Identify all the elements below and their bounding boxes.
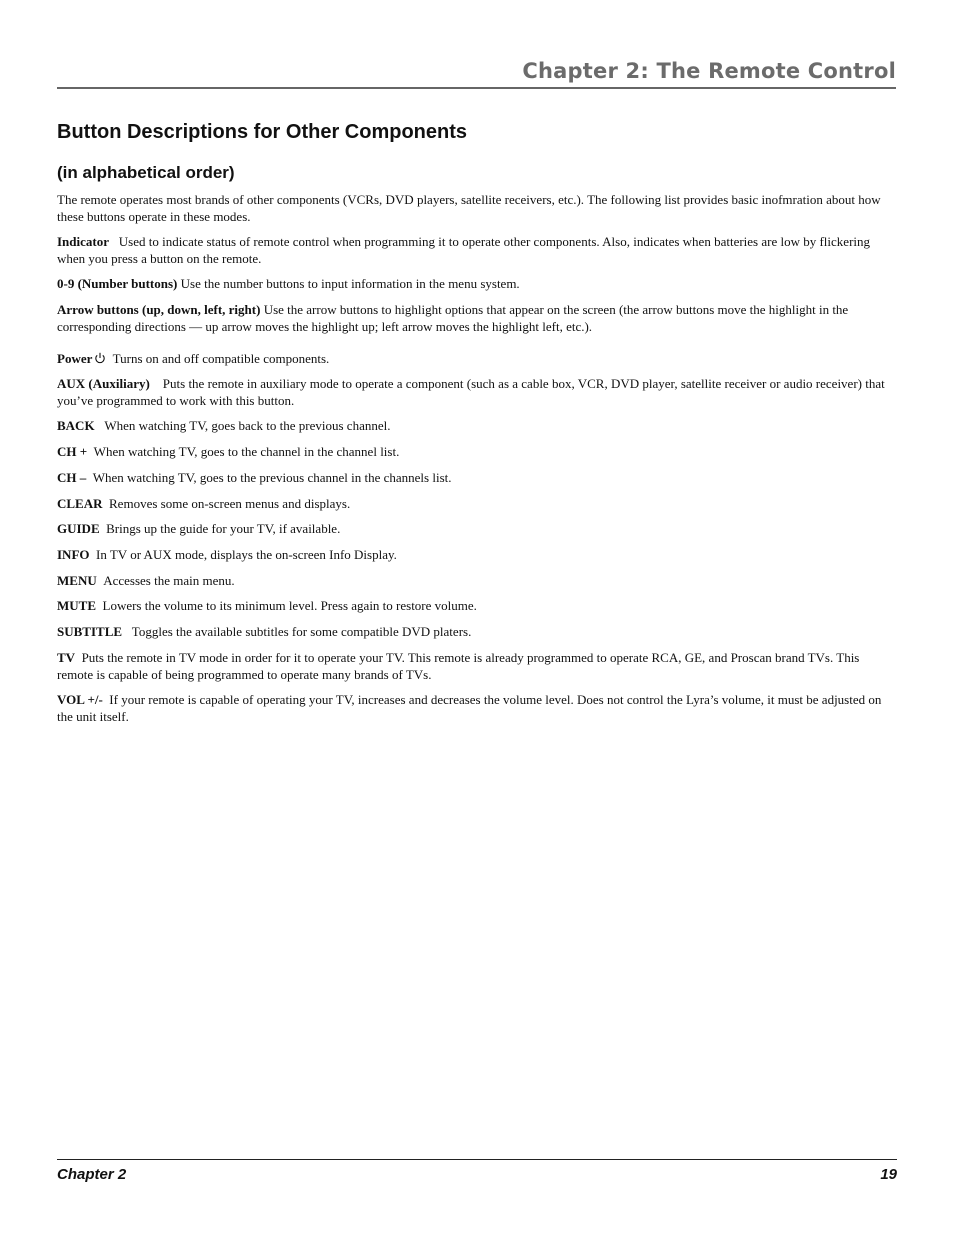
- entry-tv: [57, 649, 897, 683]
- entry-arrow-buttons: [57, 301, 897, 335]
- entry-desc: Used to indicate status of remote control when programming it to operate other components. Also, indicates when batteries are low by flickering when you press a button on the remote.: [57, 234, 871, 266]
- footer-divider: [57, 1159, 897, 1160]
- chapter-header: Chapter 2: The Remote Control: [522, 59, 896, 83]
- entry-menu: [57, 572, 897, 589]
- entry-term: MENU: [57, 573, 97, 588]
- entry-term: CLEAR: [57, 496, 103, 511]
- entry-desc: When watching TV, goes to the channel in the channel list.: [93, 444, 400, 459]
- entry-term: Indicator: [57, 234, 109, 249]
- entry-term: Arrow buttons (up, down, left, right): [57, 302, 261, 317]
- entry-term: Power: [57, 351, 93, 366]
- entry-ch-up: [57, 443, 897, 460]
- entry-ch-down: [57, 469, 897, 486]
- entry-info: [57, 546, 897, 563]
- entry-desc: Use the number buttons to input information in the menu system.: [180, 276, 520, 291]
- footer-chapter-label: Chapter 2: [57, 1166, 127, 1183]
- entry-desc: When watching TV, goes back to the previous channel.: [104, 418, 391, 433]
- entry-power: [57, 350, 897, 367]
- entry-desc: Accesses the main menu.: [103, 573, 235, 588]
- header-divider: [57, 87, 896, 89]
- entry-mute: [57, 597, 897, 614]
- entry-desc: Puts the remote in auxiliary mode to operate a component (such as a cable box, VCR, DVD player, satellite receiver or audio receiver) that you’ve programmed to work with this button.: [57, 376, 885, 408]
- entry-desc: Toggles the available subtitles for some compatible DVD platers.: [131, 624, 472, 639]
- entry-term: SUBTITLE: [57, 624, 123, 639]
- entry-term: VOL +/-: [57, 692, 103, 707]
- entry-desc: Turns on and off compatible components.: [112, 351, 330, 366]
- intro-paragraph: The remote operates most brands of other components (VCRs, DVD players, satellite receivers, etc.). The following list provides basic inofmration about how these buttons operate in these modes.: [57, 192, 881, 224]
- entry-vol: [57, 691, 897, 725]
- entry-aux: [57, 375, 897, 409]
- entry-desc: When watching TV, goes to the previous channel in the channels list.: [92, 470, 452, 485]
- entry-indicator: [57, 233, 897, 267]
- page-number: 19: [880, 1166, 897, 1183]
- section-title: Button Descriptions for Other Components: [57, 121, 467, 143]
- entry-term: CH –: [57, 470, 87, 485]
- entry-term: TV: [57, 650, 76, 665]
- entry-desc: Removes some on-screen menus and displays.: [109, 496, 351, 511]
- entry-term: MUTE: [57, 598, 96, 613]
- entry-back: [57, 417, 897, 434]
- power-icon: [94, 352, 106, 364]
- section-subtitle: (in alphabetical order): [57, 163, 235, 182]
- entry-desc: Lowers the volume to its minimum level. Press again to restore volume.: [102, 598, 477, 613]
- entry-subtitle: [57, 623, 897, 640]
- entry-desc: Brings up the guide for your TV, if available.: [106, 521, 341, 536]
- entry-term: GUIDE: [57, 521, 100, 536]
- entry-desc: If your remote is capable of operating your TV, increases and decreases the volume level. Does not control the Lyra’s volume, it must be adjusted on the unit itself.: [57, 692, 882, 724]
- entry-term: BACK: [57, 418, 95, 433]
- entry-clear: [57, 495, 897, 512]
- entry-number-buttons: [57, 275, 897, 292]
- entry-term: 0-9 (Number buttons): [57, 276, 178, 291]
- entry-term: INFO: [57, 547, 90, 562]
- entry-desc: Puts the remote in TV mode in order for it to operate your TV. This remote is already programmed to operate RCA, GE, and Proscan brand TVs. This remote is capable of being programmed to operate many brands of TVs.: [57, 650, 860, 682]
- entry-guide: [57, 520, 897, 537]
- entry-desc: Use the arrow buttons to highlight options that appear on the screen (the arrow buttons move the highlight in the corresponding directions — up arrow moves the highlight up; left arrow moves the highlight left, etc.).: [57, 302, 849, 334]
- entry-term: AUX (Auxiliary): [57, 376, 150, 391]
- entry-desc: In TV or AUX mode, displays the on-screen Info Display.: [96, 547, 397, 562]
- entry-term: CH +: [57, 444, 88, 459]
